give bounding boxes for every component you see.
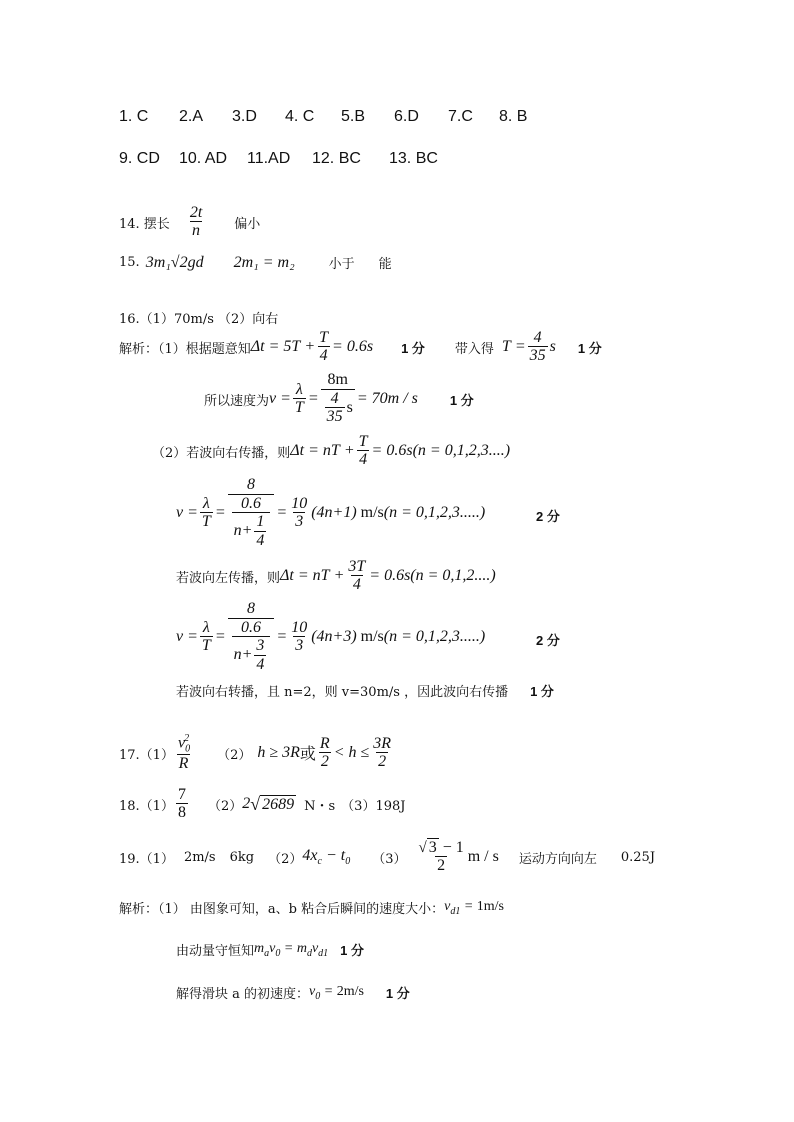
mc-12: 12. BC [312,150,361,167]
q19-a2: $4x_c - t_0$ [302,846,351,868]
q16-conclusion-line [176,681,554,700]
q16-v-expr: v = $\frac{\lambda}{T}$ = 8m $\frac{4}{35}$ s = 70 m / s [269,371,418,426]
mc-9: 9. CD [119,150,160,167]
q15-expr2: 2m₁ = m₂ [233,253,295,271]
q19-direction: 运动方向向左 [518,851,597,867]
mc-3: 3.D [232,108,257,125]
q19-a3: $\frac{√ 3 - 1}{2}$ m / s [418,838,499,875]
q18-unit: N・s [304,798,336,814]
q17-label: 17.（1） [119,747,174,763]
q18-label: 18.（1） [119,798,174,814]
q16-right-dt: Δ t = nT + $\frac{T}{4}$ = 0.6 s ( n = 0,1,2,3....) [290,432,511,469]
q16-speed-label: 所以速度为 [204,393,270,409]
q16-score-d: 2 分 [536,509,560,524]
q19-part2: （2） [268,851,303,867]
q17-a2: h ≥ 3 R 或 $\frac{R}{2}$ < h ≤ $\frac{3R}{2}$ [257,734,392,771]
q19-score-a: 1 分 [340,943,364,958]
q19-part3: （3） [372,851,407,867]
q16-right-dt-line [152,430,510,472]
q15 [119,253,392,272]
q16-dt-expr: Δ t = 5 T + $\frac{T}{4}$ = 0.6 s [250,328,374,365]
q16-head: 16.（1）70m/s （2）向右 [119,312,279,327]
q14 [119,200,260,244]
q19-label: 19.（1） [119,851,174,867]
q19-a4: 0.25J [620,849,656,865]
q17-part2: （2） [217,747,252,763]
q16-score-c: 1 分 [449,392,474,408]
mc-2: 2.A [179,108,204,125]
mc-10: 10. AD [179,150,228,167]
q16-left-label: 若波向左传播，则 [176,570,281,586]
q19-analysis1: 解析：（1） 由图象可知，a、b 粘合后瞬间的速度大小： [119,902,445,917]
q19-analysis-line2 [176,940,364,959]
q19-analysis3: 解得滑块 a 的初速度： [176,987,310,1002]
q16-sub-label: 带入得 [454,341,494,357]
mc-11: 11.AD [247,150,291,167]
q16-left-v: v = $\frac{\lambda}{T}$ = 8 0.6 n + $\frac{3}{4}$ = $\frac{10}{3}$ (4 n +3) m/s ( n = 0,1,2,3.....) [176,599,486,673]
mc-8: 8. B [499,108,528,125]
q15-expr1: 3m₁√2gd [145,253,204,271]
q18-part2: （2） [207,798,243,814]
q15-label: 15. [119,255,140,270]
q19-analysis2: 由动量守恒知 [176,944,255,959]
q16-line1 [119,325,602,369]
q16-score-e: 2 分 [536,633,560,648]
q16-score-b: 1 分 [577,340,602,356]
q19-analysis2-val: $m_av_0 = m_dv_{d1}$ [254,940,329,959]
q14-label: 14. 摆长 [119,216,170,232]
q15-a4: 能 [378,257,392,272]
q16-right-v-line [176,470,485,556]
q18 [119,782,405,826]
mc-7: 7.C [448,108,473,125]
q19 [119,834,655,880]
q14-answer: 偏小 [234,216,261,232]
q16-left-dt-line [176,556,496,596]
q16-right-v: v = $\frac{\lambda}{T}$ = 8 0.6 n + $\frac{1}{4}$ = $\frac{10}{3}$ (4 n +1) m/s ( n = 0,1,2,3.....) [176,475,486,549]
q19-a1b: 6kg [229,849,255,865]
q16-left-dt: Δ t = nT + $\frac{3T}{4}$ = 0.6 s ( n = 0,1,2....) [280,557,496,594]
mc-13: 13. BC [389,150,438,167]
q18-a1: $\frac{7}{8}$ [177,785,186,822]
mc-4: 4. C [285,108,315,125]
mc-6: 6.D [394,108,419,125]
q14-den: n [192,222,201,240]
q16-score-f: 1 分 [530,684,554,699]
q19-analysis3-val: $v_0 = 2m/s$ [309,983,364,1002]
q16-score-a: 1 分 [401,340,425,356]
mc-5: 5.B [341,108,366,125]
q15-a3: 小于 [328,257,355,272]
q14-fraction [188,204,204,241]
q16-analysis-label: 解析：（1）根据题意知 [119,341,251,357]
q18-a2: 2 √ 2689 [242,793,295,814]
q16-right-label: （2）若波向右传播，则 [152,445,291,461]
q19-analysis-line3 [176,983,410,1002]
q16-T-value: T = $\frac{4}{35}$ s [501,328,556,365]
q19-score-b: 1 分 [385,986,410,1001]
q19-analysis-line1 [119,898,504,917]
q18-a3: （3）198J [341,798,406,814]
q17 [119,730,395,776]
q19-a1: 2m/s [183,849,216,865]
q14-num: 2t [189,203,203,221]
q16-conclusion: 若波向右转播，且 n=2，则 v=30m/s ，因此波向右传播 [176,685,509,700]
q16-line2 [204,368,474,430]
q17-a1: $\frac{v_0^2}{R}$ [177,732,191,773]
q16-left-v-line [176,594,485,680]
q19-analysis1-val: $v_{d1} = 1m/s$ [444,898,505,917]
mc-1: 1. C [119,108,149,125]
